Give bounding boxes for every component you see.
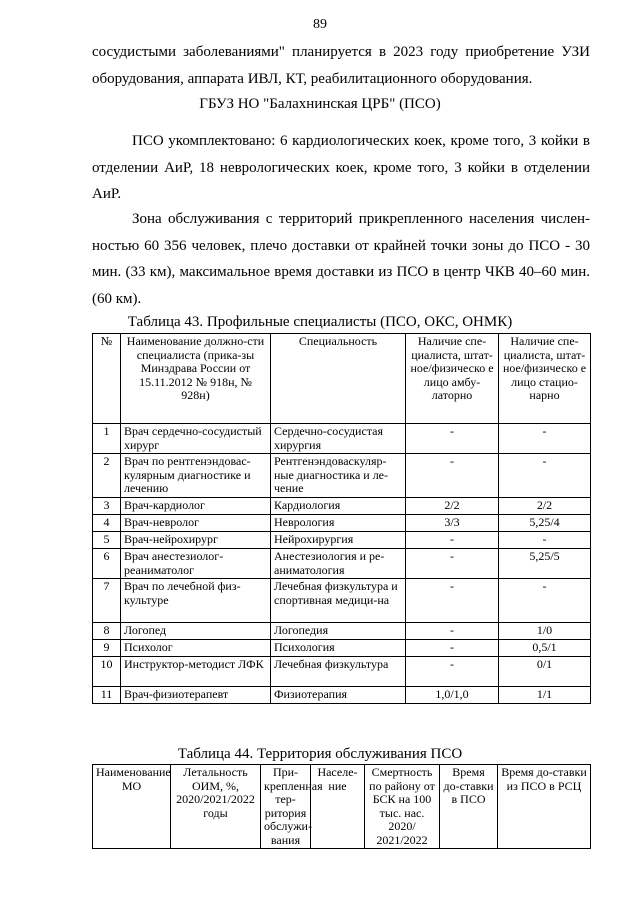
cell-inpatient: - <box>499 454 591 498</box>
table-row <box>93 640 591 657</box>
col-header-mortality: Летальность ОИМ, %, 2020/2021/2022 годы <box>171 765 261 849</box>
cell-inpatient: 2/2 <box>499 498 591 515</box>
cell-outpatient: - <box>406 532 499 549</box>
cell-position: Логопед <box>121 623 271 640</box>
col-header-population: Населе-ние <box>311 765 365 849</box>
cell-inpatient: 5,25/5 <box>499 549 591 579</box>
cell-position: Врач-нейрохирург <box>121 532 271 549</box>
table-row <box>93 498 591 515</box>
para1-line-3: АиР. <box>92 186 122 203</box>
cell-specialty: Рентгенэндоваскуляр-ные диагностика и ле-чение <box>271 454 406 498</box>
cell-outpatient: - <box>406 657 499 687</box>
table-row <box>93 687 591 704</box>
cell-inpatient: 0/1 <box>499 657 591 687</box>
cell-num: 5 <box>93 532 121 549</box>
cell-num: 6 <box>93 549 121 579</box>
cell-num: 7 <box>93 579 121 623</box>
cell-position: Врач-невролог <box>121 515 271 532</box>
col-header-outpatient: Наличие спе-циалиста, штат-ное/физическо е лицо амбу-латорно <box>406 334 499 424</box>
cell-specialty: Нейрохирургия <box>271 532 406 549</box>
territory-table <box>92 764 591 849</box>
cell-outpatient: - <box>406 424 499 454</box>
cell-position: Врач анестезиолог-реаниматолог <box>121 549 271 579</box>
cell-num: 10 <box>93 657 121 687</box>
cell-specialty: Сердечно-сосудистая хирургия <box>271 424 406 454</box>
cell-position: Психолог <box>121 640 271 657</box>
col-header-inpatient: Наличие спе-циалиста, штат-ное/физическо е лицо стацио-нарно <box>499 334 591 424</box>
paragraph-2 <box>92 206 590 312</box>
cell-position: Врач-физиотерапевт <box>121 687 271 704</box>
table44-header-row <box>93 765 591 849</box>
cell-outpatient: - <box>406 640 499 657</box>
intro-line-1: сосудистыми заболеваниями" планируется в 2023 году приобретение УЗИ <box>92 44 590 60</box>
table43-header-row <box>93 334 591 424</box>
cell-specialty: Анестезиология и ре-аниматология <box>271 549 406 579</box>
cell-num: 9 <box>93 640 121 657</box>
cell-outpatient: 2/2 <box>406 498 499 515</box>
para1-line-2: отделении АиР, 18 неврологических коек, кроме того, 3 койки в отделении <box>92 159 590 176</box>
cell-inpatient: - <box>499 424 591 454</box>
cell-position: Врач сердечно-сосудистый хирург <box>121 424 271 454</box>
table-row <box>93 532 591 549</box>
section-title: ГБУЗ НО "Балахнинская ЦРБ" (ПСО) <box>199 96 441 112</box>
cell-specialty: Логопедия <box>271 623 406 640</box>
table-row <box>93 424 591 454</box>
cell-inpatient: - <box>499 579 591 623</box>
cell-num: 3 <box>93 498 121 515</box>
specialists-table <box>92 333 591 704</box>
para2-line-2: ностью 60 356 человек, плечо доставки от крайней точки зоны до ПСО - 30 <box>92 237 590 254</box>
cell-position: Врач-кардиолог <box>121 498 271 515</box>
cell-inpatient: 0,5/1 <box>499 640 591 657</box>
table-row <box>93 515 591 532</box>
cell-position: Инструктор-методист ЛФК <box>121 657 271 687</box>
col-header-specialty: Специальность <box>271 334 406 424</box>
para2-line-1: Зона обслуживания с территорий прикрепленного населения числен- <box>132 211 590 227</box>
cell-num: 2 <box>93 454 121 498</box>
cell-num: 4 <box>93 515 121 532</box>
cell-outpatient: - <box>406 549 499 579</box>
cell-specialty: Лечебная физкультура и спортивная медици-на <box>271 579 406 623</box>
col-header-delivery-to-rsc: Время до-ставки из ПСО в РСЦ <box>498 765 591 849</box>
col-header-position: Наименование должно-сти специалиста (прика-зы Минздрава России от 15.11.2012 № 918н, № 928н) <box>121 334 271 424</box>
cell-inpatient: 1/0 <box>499 623 591 640</box>
paragraph-1 <box>92 128 590 208</box>
table44-caption: Таблица 44. Территория обслуживания ПСО <box>177 746 463 762</box>
para1-line-1: ПСО укомплектовано: 6 кардиологических коек, кроме того, 3 койки в <box>132 133 590 149</box>
col-header-mo: Наименование МО <box>93 765 171 849</box>
table-row <box>93 454 591 498</box>
col-header-num: № <box>93 334 121 424</box>
col-header-bsk-mortality: Смертность по району от БСК на 100 тыс. нас. 2020/ 2021/2022 <box>365 765 440 849</box>
intro-text <box>92 39 590 92</box>
cell-position: Врач по рентгенэндовас-кулярным диагностике и лечению <box>121 454 271 498</box>
cell-outpatient: - <box>406 623 499 640</box>
cell-specialty: Психология <box>271 640 406 657</box>
cell-specialty: Кардиология <box>271 498 406 515</box>
cell-inpatient: - <box>499 532 591 549</box>
table43-caption: Таблица 43. Профильные специалисты (ПСО, ОКС, ОНМК) <box>127 314 513 330</box>
page-number: 89 <box>313 17 327 32</box>
para2-line-3: мин. (33 км), максимальное время доставки из ПСО в центр ЧКВ 40–60 мин. <box>92 264 590 281</box>
cell-num: 8 <box>93 623 121 640</box>
cell-num: 11 <box>93 687 121 704</box>
cell-specialty: Неврология <box>271 515 406 532</box>
table-row <box>93 579 591 623</box>
cell-outpatient: - <box>406 454 499 498</box>
cell-outpatient: 1,0/1,0 <box>406 687 499 704</box>
cell-position: Врач по лечебной физ-культуре <box>121 579 271 623</box>
intro-line-2: оборудования, аппарата ИВЛ, КТ, реабилитационного оборудования. <box>92 70 533 87</box>
table-row <box>93 657 591 687</box>
cell-inpatient: 5,25/4 <box>499 515 591 532</box>
cell-outpatient: 3/3 <box>406 515 499 532</box>
cell-inpatient: 1/1 <box>499 687 591 704</box>
para2-line-4: (60 км). <box>92 290 142 307</box>
cell-num: 1 <box>93 424 121 454</box>
col-header-territory: При-крепленная тер-ритория обслужи-вания <box>261 765 311 849</box>
col-header-delivery-to-pso: Время до-ставки в ПСО <box>440 765 498 849</box>
table-row <box>93 549 591 579</box>
table-row <box>93 623 591 640</box>
cell-specialty: Физиотерапия <box>271 687 406 704</box>
cell-outpatient: - <box>406 579 499 623</box>
cell-specialty: Лечебная физкультура <box>271 657 406 687</box>
